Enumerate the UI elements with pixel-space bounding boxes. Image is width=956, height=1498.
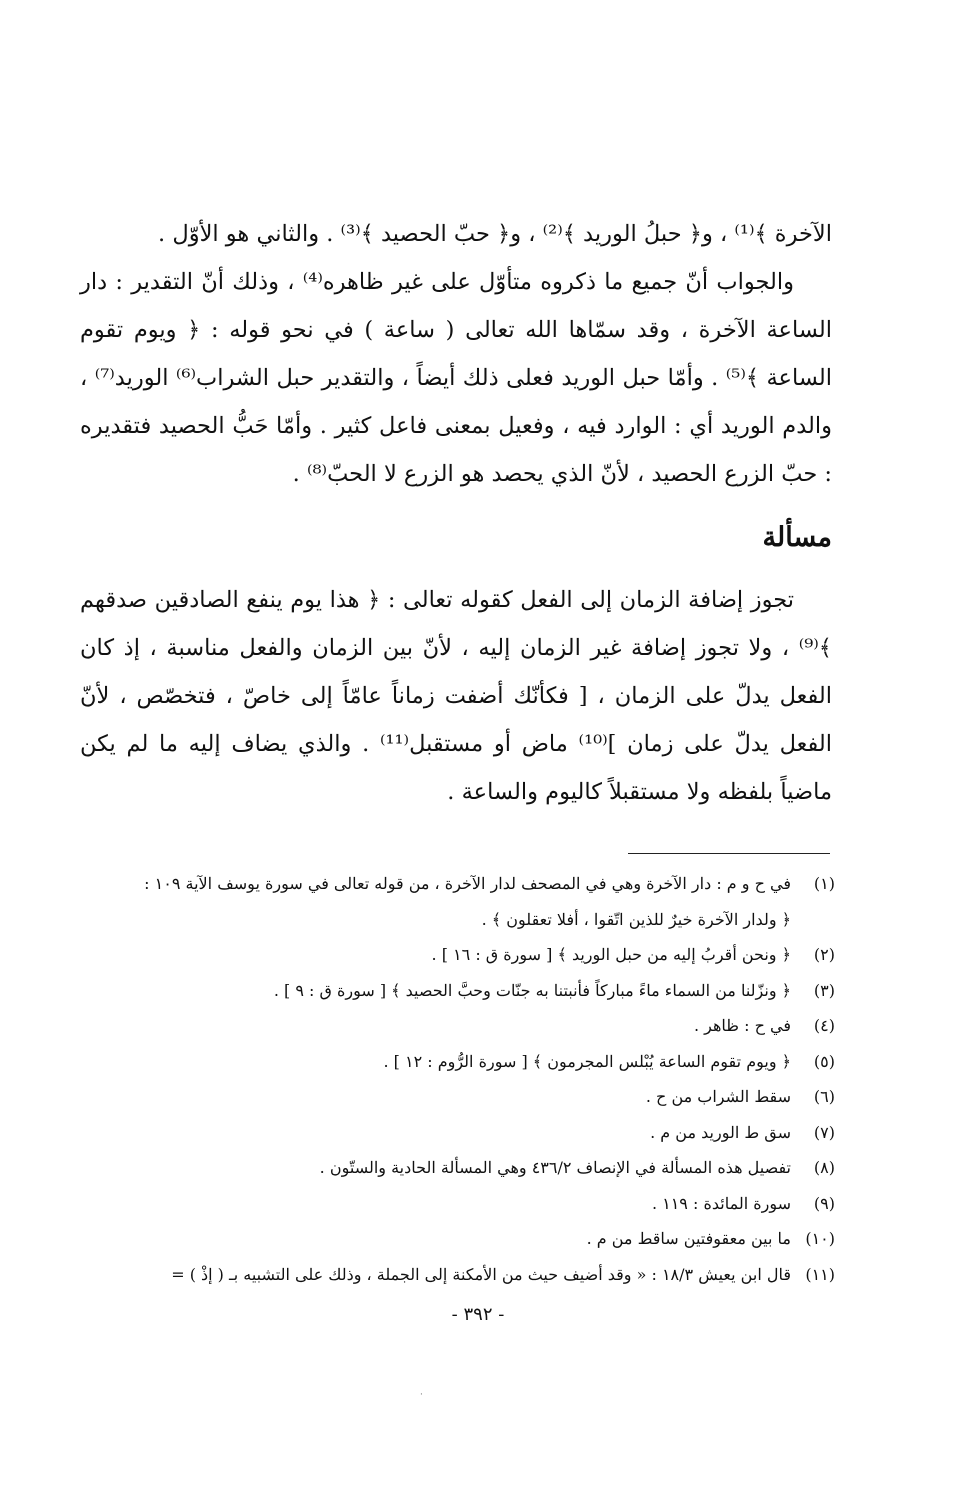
footnote-text: ﴿ ويوم تقوم الساعة يُبْلس المجرمون ﴾ [ سورة الرُّوم : ١٢ ] .	[383, 1051, 791, 1071]
footnote-number: (٨)	[813, 1158, 835, 1177]
footnote-item	[40, 1115, 835, 1151]
footnote-item	[40, 1044, 835, 1080]
paragraph-answer: والجواب أنّ جميع ما ذكروه متأوّل على غير ظاهره⁽⁴⁾ ، وذلك أنّ التقدير : دار الساعة الآخرة ، وقد سمّاها الله تعالى ( ساعة ) في نحو قوله : ﴿ ويوم تقوم الساعة ﴾⁽⁵⁾ . وأمّا حبل الوريد فعلى ذلك أيضاً ، والتقدير حبل الشراب⁽⁶⁾ الوريد⁽⁷⁾ ، والدم الوريد أي : الوارد فيه ، وفعيل بمعنى فاعل كثير . وأمّا حَبُّ الحصيد فتقديره : حبّ الزرع الحصيد ، لأنّ الذي يحصد هو الزرع لا الحبّ⁽⁸⁾ .	[80, 269, 832, 487]
footnote-number: (٩)	[813, 1193, 835, 1213]
footnotes	[40, 866, 835, 1292]
footnote-item	[40, 1079, 835, 1115]
footnote-text: ما بين معقوفتين ساقط من م .	[586, 1229, 791, 1248]
main-text	[80, 210, 832, 816]
footnote-number: (١١)	[805, 1264, 835, 1284]
footnote-item	[40, 1186, 835, 1222]
footnote-text: في ح و م : دار الآخرة وهي في المصحف لدار الآخرة ، من قوله تعالى في سورة يوسف الآية ١٠٩ :	[144, 874, 791, 893]
footnote-number: (٢)	[813, 945, 835, 964]
paragraph-section: تجوز إضافة الزمان إلى الفعل كقوله تعالى : ﴿ هذا يوم ينفع الصادقين صدقهم ﴾⁽⁹⁾ ، ولا تجوز إضافة غير الزمان إليه ، لأنّ بين الزمان والفعل مناسبة ، إذ كان الفعل يدلّ على الزمان ، [ فكأنّك أضفت زماناً عامّاً إلى خاصّ ، فتخصّص ، لأنّ الفعل يدلّ على زمان ]⁽¹⁰⁾ ماض أو مستقبل⁽¹¹⁾ . والذي يضاف إليه ما لم يكن ماضياً بلفظه ولا مستقبلاً كاليوم والساعة .	[80, 587, 832, 805]
footnote-text: سورة المائدة : ١١٩ .	[651, 1193, 791, 1213]
footnote-item	[40, 1150, 835, 1186]
footnote-separator	[628, 853, 830, 854]
footnote-number: (١)	[813, 874, 835, 893]
footnote-text: ﴿ ونحن أقربُ إليه من حبل الوريد ﴾ [ سورة ق : ١٦ ] .	[431, 945, 791, 964]
footnote-text: سقط الشراب من ح .	[645, 1087, 791, 1106]
footnote-number: (٣)	[813, 980, 835, 1000]
footnote-item	[40, 866, 835, 902]
paragraph-continuation: الآخرة ﴾⁽¹⁾ ، و﴿ حبلُ الوريد ﴾⁽²⁾ ، و﴿ حبّ الحصيد ﴾⁽³⁾ . والثاني هو الأوّل .	[158, 221, 832, 247]
footnote-number: (٤)	[813, 1016, 835, 1035]
footnote-text: سق ط الوريد من م .	[650, 1122, 791, 1142]
section-heading: مسألة	[762, 522, 832, 553]
page-number: - ٣٩٢ -	[451, 1304, 505, 1325]
footnote-text: تفصيل هذه المسألة في الإنصاف ٤٣٦/٢ وهي المسألة الحادية والستّون .	[319, 1158, 791, 1177]
footnote-item	[40, 1008, 835, 1044]
footnote-text: قال ابن يعيش ١٨/٣ : « وقد أضيف حيث من الأمكنة إلى الجملة ، وذلك على التشبيه بـ ( إذْ ) =	[171, 1264, 791, 1284]
footnote-number: (٧)	[813, 1122, 835, 1142]
footnote-number: (٦)	[813, 1087, 835, 1106]
footnote-item	[40, 973, 835, 1009]
footnote-continuation: ﴿ ولدار الآخرة خيرٌ للذين اتّقوا ، أفلا تعقلون ﴾ .	[481, 909, 791, 929]
scan-speck: ·	[420, 1390, 423, 1400]
footnote-item	[40, 1257, 835, 1293]
footnote-text: في ح : ظاهر .	[693, 1016, 791, 1035]
footnote-number: (١٠)	[805, 1229, 835, 1248]
footnote-number: (٥)	[813, 1051, 835, 1071]
footnote-item	[40, 1221, 835, 1257]
footnote-item	[40, 937, 835, 973]
footnote-text: ﴿ ونزّلنا من السماء ماءً مباركاً فأنبتنا به جنّات وحبَّ الحصيد ﴾ [ سورة ق : ٩ ] .	[273, 980, 791, 1000]
